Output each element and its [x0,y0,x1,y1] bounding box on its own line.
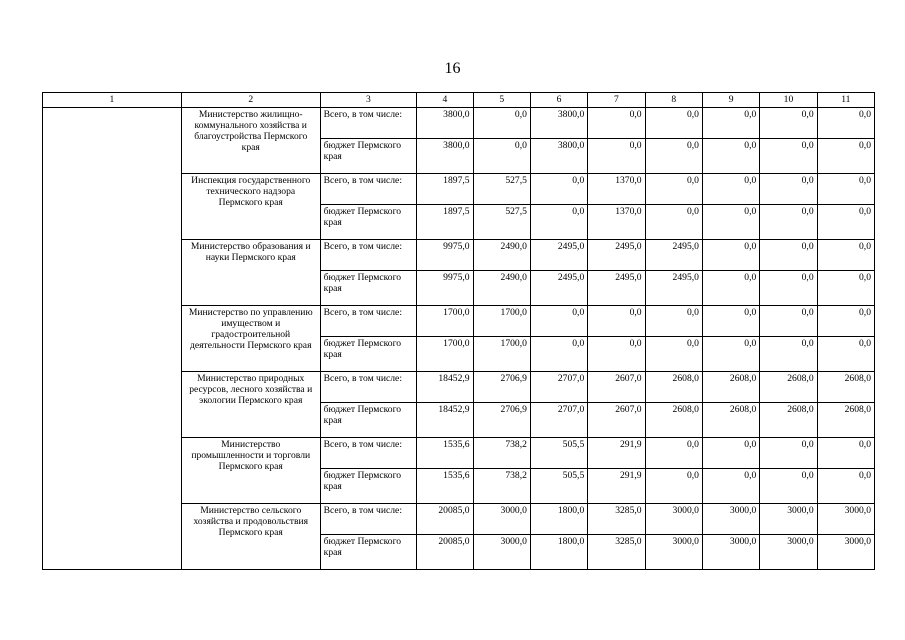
col-header: 7 [588,93,645,108]
total-label: Всего, в том числе: [320,306,417,337]
value-cell: 0,0 [702,337,759,372]
value-cell: 291,9 [588,438,645,469]
value-cell: 0,0 [760,139,817,174]
value-cell: 2490,0 [473,271,530,306]
value-cell: 0,0 [530,337,587,372]
value-cell: 3285,0 [588,535,645,570]
total-label: Всего, в том числе: [320,438,417,469]
budget-label: бюджет Пермского края [320,271,417,306]
value-cell: 2608,0 [702,403,759,438]
value-cell: 0,0 [817,337,874,372]
value-cell: 0,0 [702,438,759,469]
value-cell: 2607,0 [588,403,645,438]
value-cell: 0,0 [760,174,817,205]
col-header: 11 [817,93,874,108]
value-cell: 0,0 [760,337,817,372]
value-cell: 1897,5 [417,174,473,205]
value-cell: 18452,9 [417,372,473,403]
value-cell: 0,0 [702,240,759,271]
value-cell: 738,2 [473,469,530,504]
value-cell: 0,0 [817,139,874,174]
value-cell: 20085,0 [417,504,473,535]
total-label: Всего, в том числе: [320,108,417,139]
col-header: 3 [320,93,417,108]
value-cell: 1897,5 [417,205,473,240]
value-cell: 0,0 [760,240,817,271]
col-header: 6 [530,93,587,108]
value-cell: 3000,0 [702,535,759,570]
value-cell: 0,0 [530,174,587,205]
value-cell: 3000,0 [473,535,530,570]
value-cell: 505,5 [530,469,587,504]
column-1-cell [43,108,182,570]
value-cell: 2608,0 [645,372,702,403]
value-cell: 0,0 [702,306,759,337]
value-cell: 3000,0 [702,504,759,535]
budget-label: бюджет Пермского края [320,205,417,240]
total-label: Всего, в том числе: [320,372,417,403]
value-cell: 0,0 [473,139,530,174]
budget-label: бюджет Пермского края [320,139,417,174]
value-cell: 0,0 [817,469,874,504]
budget-label: бюджет Пермского края [320,469,417,504]
budget-label: бюджет Пермского края [320,535,417,570]
value-cell: 527,5 [473,174,530,205]
budget-label: бюджет Пермского края [320,337,417,372]
organization-name: Министерство жилищно-коммунального хозяйства и благоустройства Пермского края [181,108,320,174]
col-header: 1 [43,93,182,108]
value-cell: 2608,0 [760,403,817,438]
value-cell: 0,0 [760,469,817,504]
value-cell: 0,0 [588,139,645,174]
value-cell: 3000,0 [645,504,702,535]
value-cell: 0,0 [817,240,874,271]
page-number: 16 [444,60,461,77]
value-cell: 0,0 [645,174,702,205]
value-cell: 505,5 [530,438,587,469]
value-cell: 3000,0 [817,535,874,570]
value-cell: 2608,0 [760,372,817,403]
value-cell: 0,0 [817,306,874,337]
value-cell: 0,0 [760,306,817,337]
organization-name: Министерство по управлению имуществом и градостроительной деятельности Пермского края [181,306,320,372]
col-header: 4 [417,93,473,108]
value-cell: 0,0 [645,139,702,174]
value-cell: 0,0 [588,337,645,372]
value-cell: 0,0 [760,205,817,240]
value-cell: 1800,0 [530,535,587,570]
value-cell: 738,2 [473,438,530,469]
value-cell: 3800,0 [530,139,587,174]
value-cell: 2495,0 [588,271,645,306]
value-cell: 1700,0 [473,337,530,372]
value-cell: 0,0 [588,306,645,337]
value-cell: 0,0 [760,108,817,139]
value-cell: 2707,0 [530,372,587,403]
value-cell: 3000,0 [817,504,874,535]
value-cell: 3285,0 [588,504,645,535]
value-cell: 1800,0 [530,504,587,535]
value-cell: 0,0 [702,271,759,306]
value-cell: 0,0 [702,108,759,139]
value-cell: 0,0 [817,205,874,240]
value-cell: 0,0 [702,205,759,240]
value-cell: 0,0 [645,337,702,372]
organization-name: Министерство промышленности и торговли Пермского края [181,438,320,504]
value-cell: 0,0 [702,469,759,504]
value-cell: 2495,0 [530,271,587,306]
col-header: 9 [702,93,759,108]
value-cell: 0,0 [817,438,874,469]
value-cell: 9975,0 [417,271,473,306]
value-cell: 1700,0 [417,337,473,372]
value-cell: 2608,0 [817,403,874,438]
value-cell: 3800,0 [530,108,587,139]
header-row [43,93,875,108]
value-cell: 3000,0 [645,535,702,570]
total-label: Всего, в том числе: [320,504,417,535]
value-cell: 2608,0 [817,372,874,403]
value-cell: 1370,0 [588,205,645,240]
total-label: Всего, в том числе: [320,174,417,205]
value-cell: 18452,9 [417,403,473,438]
value-cell: 2495,0 [530,240,587,271]
value-cell: 3800,0 [417,108,473,139]
value-cell: 0,0 [760,438,817,469]
organization-name: Министерство природных ресурсов, лесного хозяйства и экологии Пермского края [181,372,320,438]
value-cell: 291,9 [588,469,645,504]
value-cell: 1535,6 [417,438,473,469]
value-cell: 527,5 [473,205,530,240]
value-cell: 0,0 [588,108,645,139]
value-cell: 3000,0 [760,504,817,535]
value-cell: 0,0 [530,306,587,337]
value-cell: 1535,6 [417,469,473,504]
value-cell: 0,0 [817,271,874,306]
value-cell: 2707,0 [530,403,587,438]
value-cell: 0,0 [473,108,530,139]
budget-label: бюджет Пермского края [320,403,417,438]
value-cell: 1700,0 [473,306,530,337]
value-cell: 2607,0 [588,372,645,403]
organization-name: Инспекция государственного технического надзора Пермского края [181,174,320,240]
col-header: 10 [760,93,817,108]
value-cell: 3000,0 [473,504,530,535]
value-cell: 2495,0 [645,240,702,271]
value-cell: 0,0 [645,205,702,240]
value-cell: 2495,0 [645,271,702,306]
total-label: Всего, в том числе: [320,240,417,271]
value-cell: 0,0 [702,139,759,174]
value-cell: 1370,0 [588,174,645,205]
budget-table [42,92,875,570]
value-cell: 2495,0 [588,240,645,271]
value-cell: 1700,0 [417,306,473,337]
value-cell: 0,0 [530,205,587,240]
col-header: 8 [645,93,702,108]
organization-name: Министерство сельского хозяйства и продовольствия Пермского края [181,504,320,570]
value-cell: 20085,0 [417,535,473,570]
organization-name: Министерство образования и науки Пермского края [181,240,320,306]
value-cell: 9975,0 [417,240,473,271]
value-cell: 3800,0 [417,139,473,174]
col-header: 2 [181,93,320,108]
value-cell: 0,0 [645,438,702,469]
value-cell: 2490,0 [473,240,530,271]
table-row [43,108,875,139]
value-cell: 0,0 [817,174,874,205]
value-cell: 2706,9 [473,372,530,403]
value-cell: 2608,0 [645,403,702,438]
value-cell: 2706,9 [473,403,530,438]
value-cell: 2608,0 [702,372,759,403]
value-cell: 0,0 [817,108,874,139]
value-cell: 0,0 [760,271,817,306]
value-cell: 0,0 [702,174,759,205]
col-header: 5 [473,93,530,108]
value-cell: 3000,0 [760,535,817,570]
value-cell: 0,0 [645,108,702,139]
value-cell: 0,0 [645,469,702,504]
value-cell: 0,0 [645,306,702,337]
